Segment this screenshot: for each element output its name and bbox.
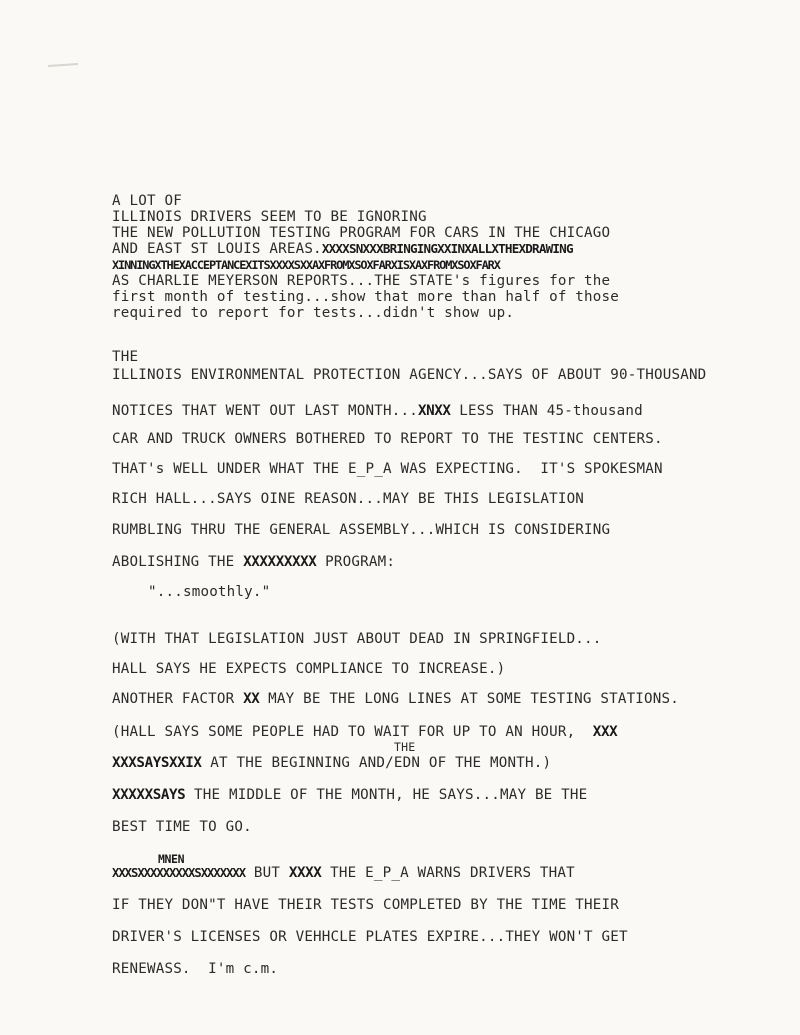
interlinear-insertion: MNEN bbox=[158, 852, 185, 866]
strikeout-text: XXXX bbox=[288, 865, 322, 881]
text-span: LESS THAN 45-thousand bbox=[450, 403, 643, 419]
strikeout-text: XXXSXXXXXXXXXSXXXXXXX bbox=[112, 866, 246, 880]
text-line bbox=[112, 787, 587, 803]
text-span: PROGRAM: bbox=[316, 554, 396, 570]
quote-line: "...smoothly." bbox=[148, 584, 271, 600]
strikeout-text: XXXXSNXXXBRINGINGXXINXALLXTHEXDRAWING bbox=[321, 241, 573, 256]
text-line bbox=[112, 403, 643, 419]
text-span: THE E_P_A WARNS DRIVERS THAT bbox=[321, 865, 575, 881]
text-line: RUMBLING THRU THE GENERAL ASSEMBLY...WHICH IS CONSIDERING bbox=[112, 522, 611, 538]
strikeout-text: XX bbox=[243, 691, 260, 707]
text-span: BUT bbox=[245, 865, 289, 881]
text-span: THE MIDDLE OF THE MONTH, HE SAYS...MAY BE THE bbox=[185, 787, 588, 803]
strikeout-text: XXXXXSAYS bbox=[112, 787, 186, 803]
text-span: NOTICES THAT WENT OUT LAST MONTH... bbox=[112, 403, 418, 419]
text-line: ILLINOIS ENVIRONMENTAL PROTECTION AGENCY...SAYS OF ABOUT 90-THOUSAND bbox=[112, 367, 707, 383]
text-line: (WITH THAT LEGISLATION JUST ABOUT DEAD IN SPRINGFIELD... bbox=[112, 631, 602, 647]
strikeout-text: XINNINGXTHEXACCEPTANCEXITSXXXXSXXAXFROMXSOXFARXISXAXFROMXSOXFARX bbox=[112, 258, 500, 272]
text-line: A LOT OF bbox=[112, 193, 182, 209]
text-span: AND EAST ST LOUIS AREAS. bbox=[112, 241, 322, 257]
text-line bbox=[112, 691, 679, 707]
text-span: ABOLISHING THE bbox=[112, 554, 244, 570]
text-line bbox=[112, 241, 573, 257]
text-line: THE NEW POLLUTION TESTING PROGRAM FOR CARS IN THE CHICAGO bbox=[112, 225, 611, 241]
strikeout-text: XNXX bbox=[417, 403, 451, 419]
text-line: BEST TIME TO GO. bbox=[112, 819, 252, 835]
text-span: ANOTHER FACTOR bbox=[112, 691, 244, 707]
text-line: THAT's WELL UNDER WHAT THE E_P_A WAS EXPECTING. IT'S SPOKESMAN bbox=[112, 461, 663, 477]
strikeout-text: XXX bbox=[592, 724, 618, 740]
interlinear-insertion: THE bbox=[394, 740, 416, 754]
text-line: IF THEY DON"T HAVE THEIR TESTS COMPLETED BY THE TIME THEIR bbox=[112, 897, 620, 913]
text-line: CAR AND TRUCK OWNERS BOTHERED TO REPORT TO THE TESTINC CENTERS. bbox=[112, 431, 663, 447]
text-line bbox=[112, 755, 551, 771]
text-line bbox=[112, 554, 395, 570]
text-span: (HALL SAYS SOME PEOPLE HAD TO WAIT FOR UP TO AN HOUR, bbox=[112, 724, 593, 740]
text-line: RICH HALL...SAYS OINE REASON...MAY BE THIS LEGISLATION bbox=[112, 491, 585, 507]
text-line bbox=[112, 724, 617, 740]
text-line: THE bbox=[112, 349, 139, 365]
text-line: ILLINOIS DRIVERS SEEM TO BE IGNORING bbox=[112, 209, 427, 225]
text-line: first month of testing...show that more than half of those bbox=[112, 289, 620, 305]
text-line: RENEWASS. I'm c.m. bbox=[112, 961, 279, 977]
paper-mark bbox=[48, 63, 78, 67]
text-line: required to report for tests...didn't show up. bbox=[112, 305, 515, 321]
text-line: HALL SAYS HE EXPECTS COMPLIANCE TO INCREASE.) bbox=[112, 661, 506, 677]
strikeout-text: XXXXXXXXX bbox=[243, 554, 317, 570]
text-span: MAY BE THE LONG LINES AT SOME TESTING STATIONS. bbox=[259, 691, 680, 707]
text-line: DRIVER'S LICENSES OR VEHHCLE PLATES EXPIRE...THEY WON'T GET bbox=[112, 929, 628, 945]
text-line bbox=[112, 865, 575, 881]
text-line: AS CHARLIE MEYERSON REPORTS...THE STATE's figures for the bbox=[112, 273, 611, 289]
text-span: AT THE BEGINNING AND/EDN OF THE MONTH.) bbox=[201, 755, 552, 771]
strikeout-text: XXXSAYSXXIX bbox=[112, 755, 202, 771]
